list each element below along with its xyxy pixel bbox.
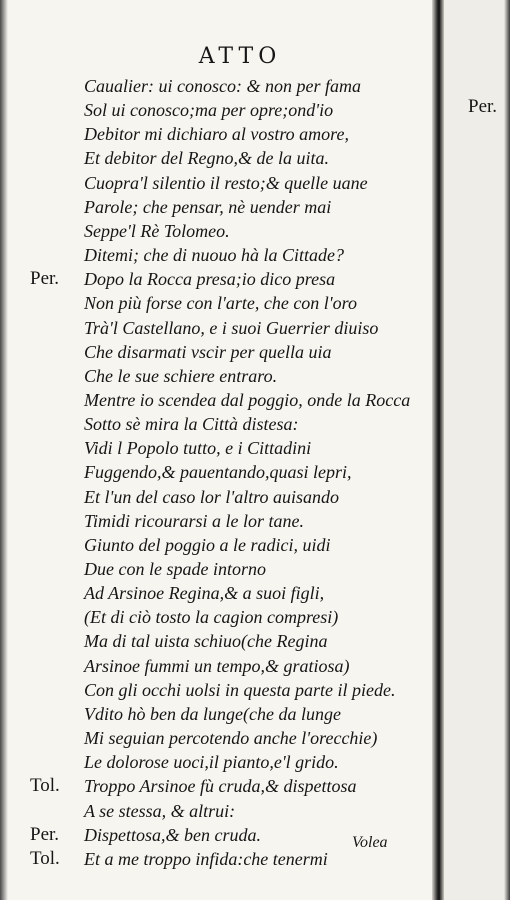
running-head: ATTO xyxy=(198,44,282,69)
verse-line xyxy=(0,726,432,750)
verse-text: Cuopra'l silentio il resto;& quelle uane xyxy=(84,173,368,193)
verse-text: Mentre io scendea dal poggio, onde la Rocca xyxy=(84,390,411,410)
verse-line xyxy=(0,171,432,195)
verse-line xyxy=(0,533,432,557)
verse-text: A se stessa, & altrui: xyxy=(84,801,236,821)
verse-text: Sol ui conosco;ma per opre;ond'io xyxy=(84,100,334,120)
verse-line xyxy=(0,460,432,484)
verse-line xyxy=(0,122,432,146)
right-page-speaker: Per. xyxy=(468,96,498,117)
verse-text: Et debitor del Regno,& de la uita. xyxy=(84,148,329,168)
verse-line xyxy=(0,267,432,291)
verse-line xyxy=(0,195,432,219)
verse-text: Debitor mi dichiaro al vostro amore, xyxy=(84,124,349,144)
verse-line xyxy=(0,485,432,509)
verse-line xyxy=(0,364,432,388)
verse-line xyxy=(0,412,432,436)
verse-line xyxy=(0,774,432,798)
verse-text: Giunto del poggio a le radici, uidi xyxy=(84,535,331,555)
verse-text: Vidi l Popolo tutto, e i Cittadini xyxy=(84,438,312,458)
verse-line xyxy=(0,74,432,98)
speaker-label: Per. xyxy=(30,824,60,845)
verse-text: Dopo la Rocca presa;io dico presa xyxy=(84,269,336,289)
verse-text: Et a me troppo infida:che tenermi xyxy=(84,849,328,869)
verse-text: Ditemi; che di nuouo hà la Cittade? xyxy=(84,245,344,265)
verse-line xyxy=(0,605,432,629)
verse-line xyxy=(0,654,432,678)
verse-text: Arsinoe fummi un tempo,& gratiosa) xyxy=(84,656,350,676)
verse-line xyxy=(0,219,432,243)
verse-line xyxy=(0,291,432,315)
verse-text: Timidi ricourarsi a le lor tane. xyxy=(84,511,305,531)
verse-line xyxy=(0,436,432,460)
speaker-label: Tol. xyxy=(30,848,60,869)
verse-text: Parole; che pensar, nè uender mai xyxy=(84,197,332,217)
verse-line xyxy=(0,388,432,412)
verse-text: (Et di ciò tosto la cagion compresi) xyxy=(84,607,339,627)
verse-line xyxy=(0,316,432,340)
verse-line xyxy=(0,509,432,533)
verse-line xyxy=(0,678,432,702)
verse-line xyxy=(0,146,432,170)
verse-text: Trà'l Castellano, e i suoi Guerrier diuiso xyxy=(84,318,379,338)
verse-line xyxy=(0,750,432,774)
book-gutter xyxy=(432,0,444,900)
verse-text: Le dolorose uoci,il pianto,e'l grido. xyxy=(84,752,339,772)
verse-text: Vdito hò ben da lunge(che da lunge xyxy=(84,704,341,724)
verse-text: Ma di tal uista schiuo(che Regina xyxy=(84,631,328,651)
verse-text: Ad Arsinoe Regina,& a suoi figli, xyxy=(84,583,325,603)
verse-text: Con gli occhi uolsi in questa parte il piede. xyxy=(84,680,396,700)
verse-text: Dispettosa,& ben cruda. xyxy=(84,825,261,845)
verse-text: Sotto sè mira la Città distesa: xyxy=(84,414,299,434)
verse-line xyxy=(0,557,432,581)
verse-text: Che disarmati vscir per quella uia xyxy=(84,342,332,362)
verse-line xyxy=(0,629,432,653)
right-page xyxy=(444,0,510,900)
verse-text: Non più forse con l'arte, che con l'oro xyxy=(84,293,357,313)
verse-text: Mi seguian percotendo anche l'orecchie) xyxy=(84,728,378,748)
verse-text: Et l'un del caso lor l'altro auisando xyxy=(84,487,340,507)
verse-line xyxy=(0,98,432,122)
catchword: Volea xyxy=(352,834,388,851)
verse-text: Che le sue schiere entraro. xyxy=(84,366,278,386)
verse-line xyxy=(0,799,432,823)
verse-text: Seppe'l Rè Tolomeo. xyxy=(84,221,230,241)
verse-line xyxy=(0,340,432,364)
verse-text: Fuggendo,& pauentando,quasi lepri, xyxy=(84,462,352,482)
page-edge-shadow xyxy=(504,0,510,900)
verse-text: Due con le spade intorno xyxy=(84,559,266,579)
verse-line xyxy=(0,702,432,726)
verse-line xyxy=(0,581,432,605)
speaker-label: Per. xyxy=(30,268,60,289)
verse-line xyxy=(0,243,432,267)
verse-text: Troppo Arsinoe fù cruda,& dispettosa xyxy=(84,776,357,796)
verse-text: Caualier: ui conosco: & non per fama xyxy=(84,76,361,96)
speaker-label: Tol. xyxy=(30,775,60,796)
